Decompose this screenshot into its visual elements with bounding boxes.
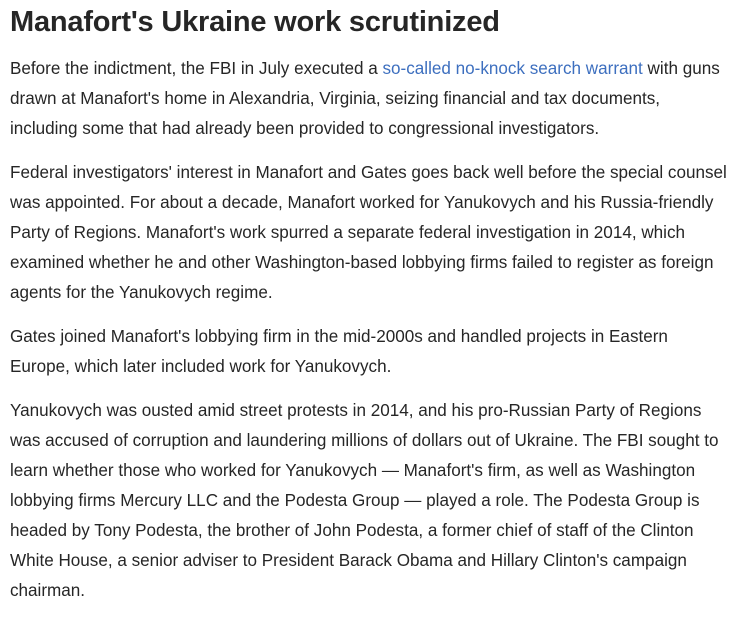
paragraph-4: Yanukovych was ousted amid street protests in 2014, and his pro-Russian Party of Regions was accused of corruption and laundering millions of dollars out of Ukraine. The FBI sought to learn whether those who worked for Yanukovych — Manafort's firm, as well as Washington lobbying firms Mercury LLC and the Podesta Group — played a role. The Podesta Group is headed by Tony Podesta, the brother of John Podesta, a former chief of staff of the Clinton White House, a senior adviser to President Barack Obama and Hillary Clinton's campaign chairman. — [10, 401, 719, 600]
article-body — [10, 0, 732, 606]
no-knock-warrant-link[interactable]: so-called no-knock search warrant — [382, 59, 643, 78]
paragraph-1-text-before: Before the indictment, the FBI in July executed a — [10, 59, 383, 78]
paragraph-2: Federal investigators' interest in Manafort and Gates goes back well before the special counsel was appointed. For about a decade, Manafort worked for Yanukovych and his Russia-friendly Party of Regions. Manafort's work spurred a separate federal investigation in 2014, which examined whether he and other Washington-based lobbying firms failed to register as foreign agents for the Yanukovych regime. — [10, 163, 727, 302]
paragraph-1 — [10, 54, 732, 144]
paragraph-1-text-after: with guns drawn at Manafort's home in Alexandria, Virginia, seizing financial and tax documents, including some that had already been provided to congressional investigators. — [10, 59, 720, 138]
paragraph-3: Gates joined Manafort's lobbying firm in the mid-2000s and handled projects in Eastern Europe, which later included work for Yanukovych. — [10, 327, 668, 376]
section-headline: Manafort's Ukraine work scrutinized — [10, 6, 500, 38]
